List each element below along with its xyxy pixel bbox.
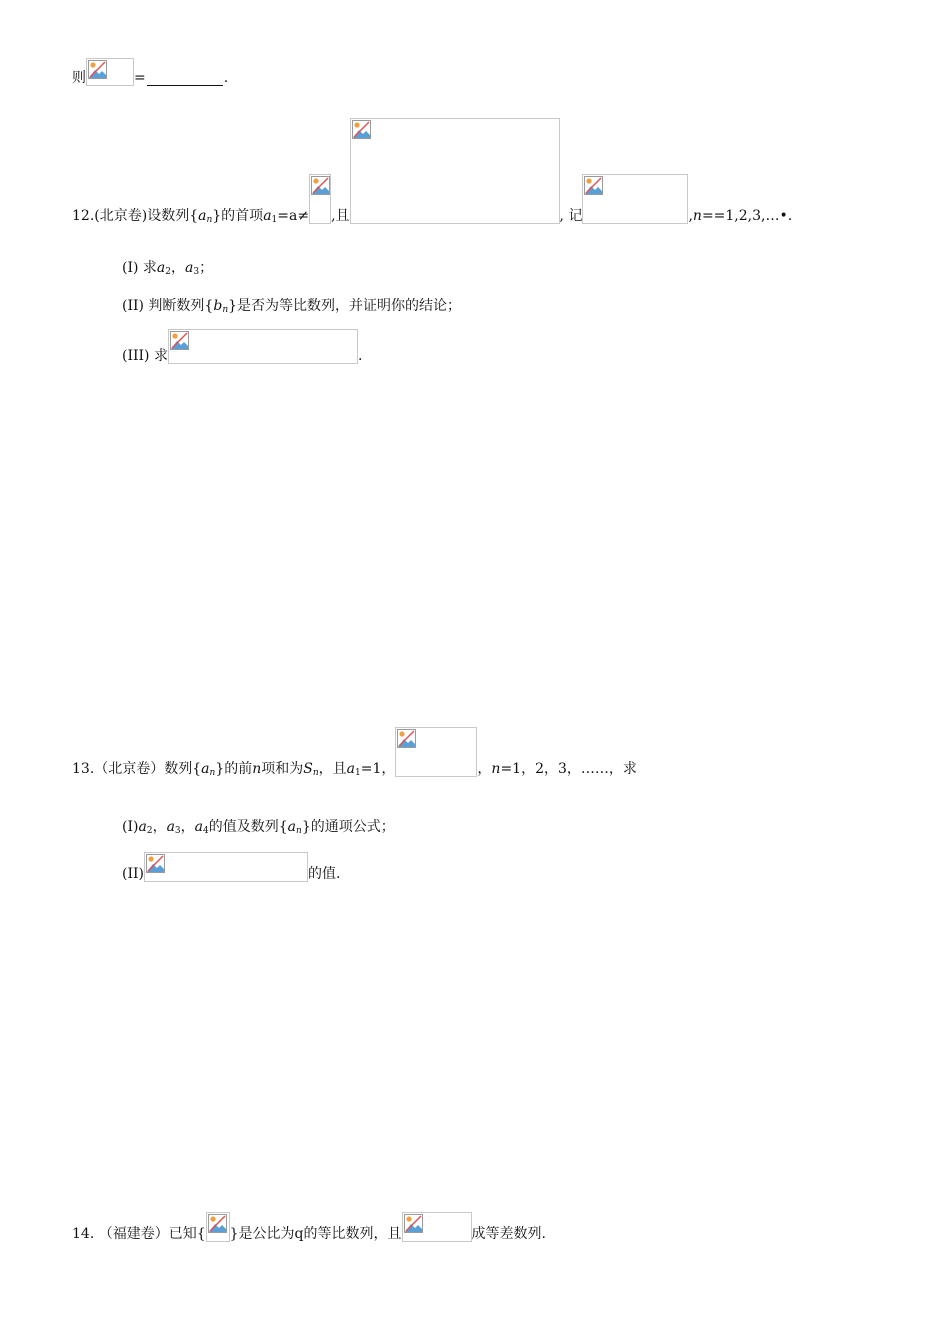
text: 则 [72,70,86,86]
text: 的值. [307,866,341,882]
formula-image-large [350,118,560,224]
part-label: (I) [122,819,139,835]
text: ，且 [318,761,347,777]
text: 成等差数列. [471,1226,546,1242]
var [288,819,302,835]
var-n: n [491,761,501,777]
part-label: (III) 求 [122,348,168,364]
text: 项和为 [261,761,304,777]
var [213,298,228,314]
text: =1，2，3，……，求 [500,761,637,777]
var-a: a [346,761,356,777]
formula-image [86,58,134,86]
part-label: (II) [122,866,144,882]
formula-image [395,727,477,777]
question-13-part-1 [122,819,395,835]
var [198,208,212,224]
var-b: b [213,298,223,314]
var-a: a [201,761,210,777]
sub-3: 3 [193,267,200,277]
text: ， [152,819,167,835]
question-12-part-1 [122,260,213,276]
var-a: a [166,819,175,835]
var-n: n [692,208,702,224]
sub-n: n [312,768,319,778]
sub-n: n [206,215,213,225]
formula-image [309,174,331,224]
text: =1， [360,761,396,777]
broken-image-icon [88,60,107,79]
var [195,819,209,835]
text: =a≠ [277,208,310,224]
text: ， [180,819,195,835]
broken-image-icon [404,1214,423,1233]
broken-image-icon [170,331,189,350]
question-12 [72,118,792,224]
text: 的值及数列{ [208,819,288,835]
formula-image [206,1212,230,1242]
text: ,且 [331,208,350,224]
text: }是公比为q的等比数列，且 [229,1226,402,1242]
text: . [223,70,229,86]
broken-image-icon [208,1214,227,1233]
broken-image-icon [397,729,416,748]
formula-image [402,1212,472,1242]
sub-4: 4 [203,826,209,836]
var [185,260,199,276]
sub-1: 1 [271,215,278,225]
var-a: a [156,260,166,276]
text: ,n [688,208,702,224]
text: ， [171,260,185,276]
question-label: 13.（北京卷）数列{ [72,761,202,777]
var [347,761,361,777]
var [138,819,152,835]
text: = [134,70,146,86]
var-a: a [287,819,297,835]
formula-image [168,329,358,364]
var-n: n [252,761,262,777]
question-12-part-3 [122,329,362,364]
text: ==1,2,3,…•. [701,208,793,224]
var-a: a [263,208,272,224]
var [157,260,171,276]
broken-image-icon [584,176,603,195]
text: }是否为等比数列，并证明你的结论； [228,298,462,314]
question-12-part-2 [122,298,461,314]
var [303,761,318,777]
question-14 [72,1212,546,1242]
sub-2: 2 [146,826,153,836]
var [167,819,181,835]
text: , 记 [559,208,583,224]
formula-image [144,852,308,882]
var-a: a [198,208,207,224]
sub-1: 1 [355,768,361,778]
answer-line [72,58,228,86]
question-label: 12.(北京卷)设数列{ [72,208,199,224]
text: }的通项公式； [301,819,395,835]
formula-image [582,174,688,224]
var-S: S [303,761,313,777]
sub-n: n [222,305,229,315]
broken-image-icon [352,120,371,139]
var-a: a [138,819,147,835]
text: ， [477,761,492,777]
text: }的前 [215,761,253,777]
sub-2: 2 [165,267,171,277]
var [263,208,277,224]
broken-image-icon [146,854,165,873]
answer-blank [147,72,223,86]
var-a: a [194,819,204,835]
var-a: a [185,260,194,276]
text: }的首项 [212,208,264,224]
part-label: (I) 求 [122,260,157,276]
var [201,761,215,777]
sub-n: n [296,826,302,836]
broken-image-icon [311,176,330,195]
question-label: 14. （福建卷）已知{ [72,1226,206,1242]
question-13 [72,727,637,777]
question-13-part-2 [122,852,340,882]
text: . [357,348,363,364]
part-label: (II) 判断数列{ [122,298,214,314]
sub-3: 3 [174,826,181,836]
sub-n: n [209,768,216,778]
text: ； [199,260,214,276]
